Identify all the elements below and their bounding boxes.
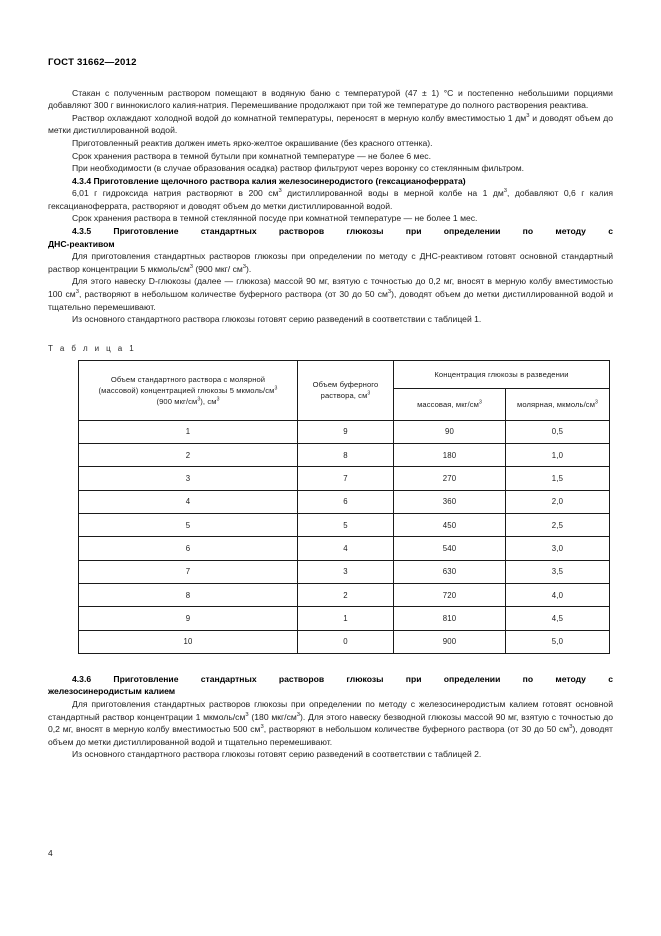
- table-cell-col1: 7: [79, 560, 298, 583]
- heading-4-3-5: [48, 225, 613, 250]
- superscript-3: 3: [216, 396, 220, 403]
- paragraph-text-cont2: ). Для этого навеску безводной глюкозы массой 90 мг, взятую с точностью до 0,2 мг, вносят в мерную колбу вместимостью 500 см: [48, 711, 613, 735]
- table-row: [79, 444, 610, 467]
- paragraph-dilution-series-ref-table1: [48, 313, 613, 326]
- table-cell-col1: 9: [79, 607, 298, 630]
- table-row: [79, 607, 610, 630]
- table-cell-col3: 810: [394, 607, 506, 630]
- table-cell-col2: 1: [298, 607, 394, 630]
- paragraph-text-end: ), доводят объем до метки дистиллированной водой и тщательно перемешивают.: [48, 724, 613, 747]
- paragraph-text: Стакан с полученным раствором помещают в водяную баню с температурой (47 ± 1) °С и постепенно небольшими порциями добавляют 300 г виннокислого калия-натрия. Перемешивание продолжают при той же температуре до полного растворения реактива.: [48, 87, 613, 111]
- paragraph-dns-stock-solution: [48, 250, 613, 275]
- paragraph-text: Раствор охлаждают холодной водой до комнатной температуры, переносят в мерную колбу вместимостью 1 дм: [72, 112, 527, 123]
- header-group-glucose-concentration: Концентрация глюкозы в разведении: [394, 360, 610, 388]
- table-cell-col1: 8: [79, 583, 298, 606]
- heading-4-3-6: [48, 673, 613, 698]
- superscript-3: 3: [526, 112, 530, 119]
- table-cell-col2: 2: [298, 583, 394, 606]
- paragraph-text-cont: (900 мкг/ см: [193, 263, 243, 274]
- header-text: массовая, мкг/см: [417, 399, 479, 409]
- paragraph-text-cont: дистиллированной воды в мерной колбе на 1 дм: [281, 188, 504, 199]
- paragraph-text-cont: , растворяют в небольшом количестве буферного раствора (от 30 до 50 см: [78, 289, 388, 300]
- header-buffer-solution-volume: [298, 360, 394, 420]
- paragraph-text-end: ), доводят объем до метки дистиллированной водой и тщательно перемешивают.: [48, 289, 613, 312]
- table-cell-col3: 450: [394, 514, 506, 537]
- table-cell-col2: 8: [298, 444, 394, 467]
- table-row: [79, 560, 610, 583]
- superscript-3: 3: [278, 188, 282, 195]
- table-head: [79, 360, 610, 420]
- table-cell-col1: 3: [79, 467, 298, 490]
- table-cell-col4: 3,0: [506, 537, 610, 560]
- table-row: [79, 490, 610, 513]
- header-line-3-cont: ), см: [200, 396, 217, 406]
- paragraph-dilution-series-ref-table2: [48, 748, 613, 761]
- table-row: [79, 514, 610, 537]
- table-1-dilution-series: [78, 360, 610, 654]
- paragraph-text: Из основного стандартного раствора глюкозы готовят серию разведений в соответствии с таблицей 2.: [72, 749, 482, 760]
- superscript-3: 3: [367, 390, 371, 397]
- paragraph-glucose-weighing: [48, 275, 613, 313]
- superscript-3: 3: [387, 289, 392, 296]
- table-cell-col2: 0: [298, 630, 394, 653]
- table-cell-col3: 630: [394, 560, 506, 583]
- paragraph-storage-1-month: [48, 212, 613, 225]
- paragraph-ferricyanide-stock-solution: [48, 698, 613, 748]
- header-line-2: раствора, см: [320, 391, 368, 401]
- table-cell-col1: 6: [79, 537, 298, 560]
- superscript-3: 3: [296, 711, 301, 718]
- paragraph-text: Из основного стандартного раствора глюкозы готовят серию разведений в соответствии с таблицей 1.: [72, 314, 482, 325]
- paragraph-text-end: ).: [246, 263, 252, 274]
- table-row: [79, 583, 610, 606]
- table-row: [79, 630, 610, 653]
- table-cell-col3: 360: [394, 490, 506, 513]
- table-cell-col3: 720: [394, 583, 506, 606]
- paragraph-text-cont: и доводят объем до метки дистиллированной водой.: [48, 112, 614, 136]
- paragraph-sodium-hydroxide: [48, 187, 613, 212]
- table-cell-col1: 10: [79, 630, 298, 653]
- heading-text: 4.3.4 Приготовление щелочного раствора калия железосинеродистого (гексацианоферрата): [72, 175, 466, 186]
- table-cell-col3: 540: [394, 537, 506, 560]
- paragraph-text: 6,01 г гидроксида натрия растворяют в 200 см: [72, 188, 279, 199]
- table-cell-col3: 180: [394, 444, 506, 467]
- superscript-3: 3: [478, 399, 482, 406]
- paragraph-reagent-color: [48, 137, 613, 150]
- paragraph-text: Для приготовления стандартных растворов глюкозы при определении по методу с железосинеродистым калием готовят основной стандартный раствор концентрации 1 мкмоль/см: [48, 698, 613, 722]
- table-cell-col3: 900: [394, 630, 506, 653]
- header-text: молярная, мкмоль/см: [517, 399, 596, 409]
- table-cell-col2: 4: [298, 537, 394, 560]
- header-line-1: Объем буферного: [312, 380, 379, 390]
- header-line-2: (массовой) концентрацией глюкозы 5 мкмоль/см: [98, 385, 275, 395]
- table-cell-col2: 9: [298, 420, 394, 443]
- table-cell-col1: 5: [79, 514, 298, 537]
- paragraph-text: Для приготовления стандартных растворов глюкозы при определении по методу с ДНС-реактивом готовят основной стандартный раствор концентрации 5 мкмоль/см: [48, 251, 613, 274]
- table-cell-col4: 4,5: [506, 607, 610, 630]
- standard-number-header: ГОСТ 31662—2012: [48, 57, 137, 68]
- table-cell-col4: 2,5: [506, 514, 610, 537]
- paragraph-water-bath: [48, 87, 613, 112]
- superscript-3: 3: [595, 399, 598, 406]
- table-body: [79, 420, 610, 653]
- table-cell-col3: 90: [394, 420, 506, 443]
- superscript-3: 3: [274, 385, 278, 392]
- superscript-3: 3: [242, 264, 247, 270]
- heading-4-3-4: [48, 175, 613, 188]
- paragraph-storage-6-months: [48, 150, 613, 163]
- heading-text-line1: 4.3.6 Приготовление стандартных растворов глюкозы при определении по методу с: [72, 673, 613, 684]
- paragraph-filtering: [48, 162, 613, 175]
- page-content: [48, 58, 613, 761]
- heading-text-line2: железосинеродистым калием: [48, 686, 176, 697]
- superscript-3: 3: [503, 188, 508, 195]
- paragraph-text-cont: (180 мкг/см: [248, 711, 297, 722]
- table-cell-col2: 3: [298, 560, 394, 583]
- table-cell-col4: 3,5: [506, 560, 610, 583]
- paragraph-text: Для этого навеску D-глюкозы (далее — глюкоза) массой 90 мг, взятую с точностью до 0,2 мг, вносят в мерную колбу вместимостью 100 см: [48, 276, 613, 300]
- superscript-3: 3: [189, 264, 194, 270]
- table-1-caption: Т а б л и ц а 1: [48, 343, 137, 353]
- table-cell-col1: 4: [79, 490, 298, 513]
- header-standard-solution-volume: [79, 360, 298, 420]
- paragraph-text: При необходимости (в случае образования осадка) раствор фильтруют через воронку со стеклянным фильтром.: [72, 163, 525, 174]
- paragraph-text: Приготовленный реактив должен иметь ярко-желтое окрашивание (без красного оттенка).: [72, 137, 433, 148]
- table-row: [79, 467, 610, 490]
- header-line-1: Объем стандартного раствора с молярной: [110, 374, 266, 384]
- table-cell-col4: 0,5: [506, 420, 610, 443]
- table-cell-col1: 1: [79, 420, 298, 443]
- paragraph-text-end: , добавляют 0,6 г калия гексацианоферрата, растворяют и доводят объем до метки дистиллированной водой.: [48, 188, 614, 211]
- header-molar-concentration: [506, 388, 610, 420]
- paragraph-text-cont3: , растворяют в небольшом количестве буферного раствора (от 30 до 50 см: [263, 724, 570, 735]
- paragraph-text: Срок хранения раствора в темной стеклянной посуде при комнатной температуре — не более 1 мес.: [72, 213, 478, 224]
- table-cell-col2: 7: [298, 467, 394, 490]
- table-row: [79, 537, 610, 560]
- superscript-3: 3: [569, 724, 573, 731]
- heading-text-line2: ДНС-реактивом: [48, 238, 115, 249]
- table-header-row-1: [79, 360, 610, 388]
- header-mass-concentration: [394, 388, 506, 420]
- paragraph-cooling: [48, 112, 613, 137]
- paragraph-text: Срок хранения раствора в темной бутыли при комнатной температуре — не более 6 мес.: [72, 150, 431, 161]
- heading-text-line1: 4.3.5 Приготовление стандартных растворов глюкозы при определении по методу с: [72, 226, 613, 237]
- table-cell-col1: 2: [79, 444, 298, 467]
- table-cell-col4: 1,0: [506, 444, 610, 467]
- table-cell-col4: 5,0: [506, 630, 610, 653]
- superscript-3: 3: [75, 289, 79, 296]
- page-number: 4: [48, 848, 53, 858]
- superscript-3: 3: [197, 396, 201, 403]
- table-cell-col2: 6: [298, 490, 394, 513]
- superscript-3: 3: [260, 724, 264, 731]
- table-row: [79, 420, 610, 443]
- header-line-3: (900 мкг/см: [156, 396, 198, 406]
- table-cell-col2: 5: [298, 514, 394, 537]
- table-cell-col4: 1,5: [506, 467, 610, 490]
- table-cell-col4: 2,0: [506, 490, 610, 513]
- superscript-3: 3: [245, 711, 249, 718]
- table-cell-col3: 270: [394, 467, 506, 490]
- table-cell-col4: 4,0: [506, 583, 610, 606]
